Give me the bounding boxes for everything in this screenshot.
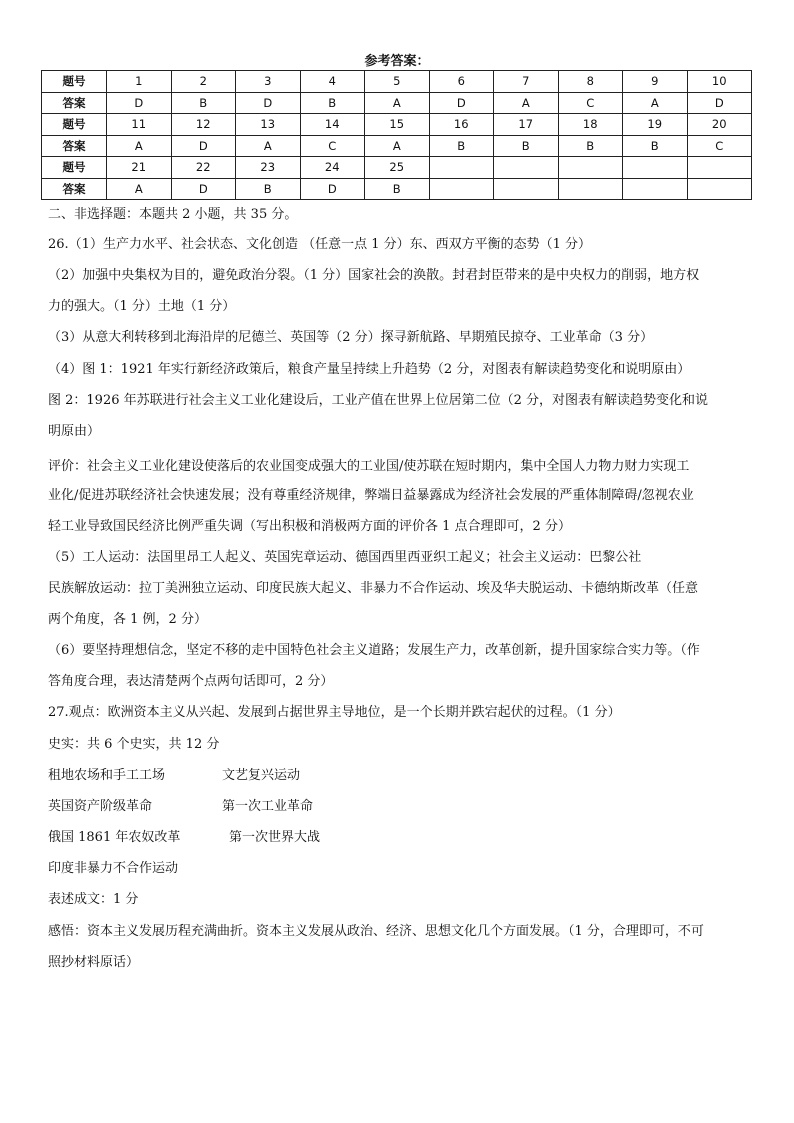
question-number-cell: 11: [107, 114, 172, 136]
answer-cell: C: [558, 92, 623, 114]
answer-cell: B: [236, 178, 301, 200]
answer-cell: B: [494, 135, 559, 157]
answer-cell: D: [687, 92, 752, 114]
question-number-cell: 5: [365, 71, 430, 93]
question-number-cell: 9: [623, 71, 688, 93]
answer-row: [42, 135, 752, 157]
q26-part1: 26.（1）生产力水平、社会状态、文化创造 （任意一点 1 分）东、西双方平衡的态势（1 分）: [48, 237, 592, 252]
answer-cell: D: [300, 178, 365, 200]
q26-evaluation-line3: 轻工业导致国民经济比例严重失调（写出积极和消极两方面的评价各 1 点合理即可，2 分）: [48, 519, 571, 534]
answer-cell: [429, 178, 494, 200]
answer-row: [42, 178, 752, 200]
question-number-cell: 22: [171, 157, 236, 179]
q26-part6-line1: （6）要坚持理想信念，坚定不移的走中国特色社会主义道路；发展生产力，改革创新，提升国家综合实力等。（作: [48, 643, 700, 658]
question-number-cell: 18: [558, 114, 623, 136]
q26-part4-line3: 明原由）: [48, 424, 101, 439]
q27-fact: 租地农场和手工工场: [48, 768, 166, 783]
question-number-cell: 8: [558, 71, 623, 93]
question-number-row: [42, 157, 752, 179]
q26-part2-line1: （2）加强中央集权为目的，避免政治分裂。（1 分）国家社会的涣散。封君封臣带来的是中央权力的削弱，地方权: [48, 268, 700, 283]
row-header-answer: 答案: [42, 92, 107, 114]
answer-cell: A: [365, 135, 430, 157]
q27-fact: 文艺复兴运动: [222, 768, 301, 783]
q26-part5-line3: 两个角度，各 1 例，2 分）: [48, 612, 207, 627]
question-number-cell: 19: [623, 114, 688, 136]
question-number-cell: [623, 157, 688, 179]
question-number-cell: 12: [171, 114, 236, 136]
row-header-number: 题号: [42, 157, 107, 179]
row-header-answer: 答案: [42, 135, 107, 157]
q26-part5-line2: 民族解放运动：拉丁美洲独立运动、印度民族大起义、非暴力不合作运动、埃及华夫脱运动、卡德纳斯改革（任意: [48, 581, 699, 596]
section-heading: 二、非选择题：本题共 2 小题，共 35 分。: [48, 207, 298, 222]
question-number-row: [42, 71, 752, 93]
row-header-number: 题号: [42, 71, 107, 93]
answer-cell: [494, 178, 559, 200]
q26-part4-line1: （4）图 1：1921 年实行新经济政策后，粮食产量呈持续上升趋势（2 分，对图表有解读趋势变化和说明原由）: [48, 362, 691, 377]
q26-part6-line2: 答角度合理，表达清楚两个点两句话即可，2 分）: [48, 674, 334, 689]
answer-cell: A: [623, 92, 688, 114]
page-title: 参考答案：: [364, 54, 430, 69]
answer-cell: D: [171, 178, 236, 200]
answer-cell: [558, 178, 623, 200]
answer-cell: C: [687, 135, 752, 157]
q27-expression: 表述成文：1 分: [48, 892, 139, 907]
row-header-answer: 答案: [42, 178, 107, 200]
question-number-cell: [494, 157, 559, 179]
q26-part4-line2: 图 2：1926 年苏联进行社会主义工业化建设后，工业产值在世界上位居第二位（2 分，对图表有解读趋势变化和说: [48, 393, 709, 408]
answer-cell: A: [365, 92, 430, 114]
question-number-cell: 4: [300, 71, 365, 93]
question-number-cell: 13: [236, 114, 301, 136]
answer-cell: C: [300, 135, 365, 157]
answer-cell: D: [236, 92, 301, 114]
answer-cell: A: [107, 135, 172, 157]
question-number-cell: 7: [494, 71, 559, 93]
question-number-cell: 3: [236, 71, 301, 93]
answer-cell: B: [171, 92, 236, 114]
question-number-cell: 14: [300, 114, 365, 136]
answer-cell: A: [107, 178, 172, 200]
question-number-cell: [687, 157, 752, 179]
question-number-cell: 15: [365, 114, 430, 136]
answer-table: [41, 70, 752, 200]
q27-viewpoint: 27.观点：欧洲资本主义从兴起、发展到占据世界主导地位，是一个长期并跌宕起伏的过程。（1 分）: [48, 705, 621, 720]
row-header-number: 题号: [42, 114, 107, 136]
answer-cell: B: [365, 178, 430, 200]
question-number-cell: 20: [687, 114, 752, 136]
answer-cell: D: [429, 92, 494, 114]
q26-evaluation-line2: 业化/促进苏联经济社会快速发展；没有尊重经济规律，弊端日益暴露成为经济社会发展的严重体制障碍/忽视农业: [48, 488, 694, 503]
question-number-cell: 17: [494, 114, 559, 136]
question-number-cell: 21: [107, 157, 172, 179]
question-number-row: [42, 114, 752, 136]
answer-row: [42, 92, 752, 114]
answer-cell: [623, 178, 688, 200]
question-number-cell: 10: [687, 71, 752, 93]
answer-cell: B: [429, 135, 494, 157]
question-number-cell: 6: [429, 71, 494, 93]
q27-insight-line1: 感悟：资本主义发展历程充满曲折。资本主义发展从政治、经济、思想文化几个方面发展。（1 分，合理即可，不可: [48, 924, 704, 939]
answer-cell: B: [558, 135, 623, 157]
q27-insight-line2: 照抄材料原话）: [48, 955, 140, 970]
answer-cell: D: [171, 135, 236, 157]
question-number-cell: 16: [429, 114, 494, 136]
question-number-cell: 1: [107, 71, 172, 93]
q26-part3: （3）从意大利转移到北海沿岸的尼德兰、英国等（2 分）探寻新航路、早期殖民掠夺、工业革命（3 分）: [48, 330, 654, 345]
answer-cell: B: [623, 135, 688, 157]
question-number-cell: 24: [300, 157, 365, 179]
q26-evaluation-line1: 评价：社会主义工业化建设使落后的农业国变成强大的工业国/使苏联在短时期内，集中全国人力物力财力实现工: [48, 459, 690, 474]
question-number-cell: 23: [236, 157, 301, 179]
q27-fact: 第一次工业革命: [222, 799, 314, 814]
q27-fact: 俄国 1861 年农奴改革: [48, 830, 181, 845]
question-number-cell: [558, 157, 623, 179]
q27-fact: 第一次世界大战: [229, 830, 321, 845]
question-number-cell: 25: [365, 157, 430, 179]
q26-part5-line1: （5）工人运动：法国里昂工人起义、英国宪章运动、德国西里西亚织工起义；社会主义运动：巴黎公社: [48, 550, 642, 565]
q27-fact: 英国资产阶级革命: [48, 799, 153, 814]
answer-cell: B: [300, 92, 365, 114]
question-number-cell: 2: [171, 71, 236, 93]
answer-cell: A: [236, 135, 301, 157]
q26-part2-line2: 力的强大。（1 分）土地（1 分）: [48, 299, 236, 314]
answer-cell: A: [494, 92, 559, 114]
question-number-cell: [429, 157, 494, 179]
q27-fact: 印度非暴力不合作运动: [48, 861, 179, 876]
answer-cell: D: [107, 92, 172, 114]
q27-facts-label: 史实：共 6 个史实，共 12 分: [48, 737, 220, 752]
answer-cell: [687, 178, 752, 200]
